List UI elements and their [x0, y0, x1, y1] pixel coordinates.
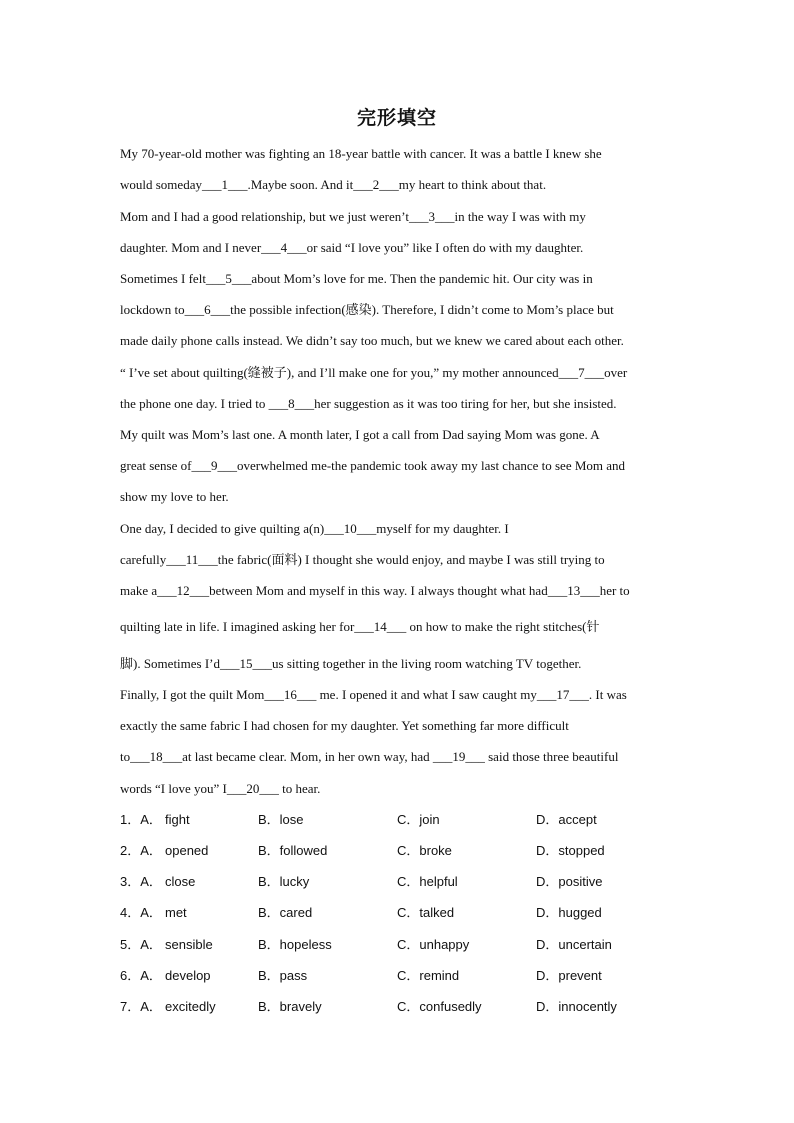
option-c: C．join	[397, 812, 440, 827]
option-b: B．lucky	[258, 874, 310, 889]
question-number: 1．A．	[120, 812, 162, 827]
option-b: B．hopeless	[258, 937, 332, 952]
option-d: D．uncertain	[536, 937, 612, 952]
passage-line: My 70-year-old mother was fighting an 18-year battle with cancer. It was a battle I knew she	[120, 146, 602, 161]
option-a: sensible	[165, 937, 213, 952]
option-d: D．stopped	[536, 843, 605, 858]
passage-line: made daily phone calls instead. We didn’t say too much, but we knew we cared about each other.	[120, 333, 624, 348]
passage-line: My quilt was Mom’s last one. A month later, I got a call from Dad saying Mom was gone. A	[120, 427, 600, 442]
option-b: B．pass	[258, 968, 308, 983]
passage-line: quilting late in life. I imagined asking her for___14___ on how to make the right stitches(针	[120, 619, 600, 634]
option-a: met	[165, 905, 187, 920]
option-c: C．helpful	[397, 874, 458, 889]
passage-line: exactly the same fabric I had chosen for my daughter. Yet something far more difficult	[120, 718, 569, 733]
passage-line: make a___12___between Mom and myself in this way. I always thought what had___13___her to	[120, 583, 630, 598]
passage-line: One day, I decided to give quilting a(n)___10___myself for my daughter. I	[120, 521, 509, 536]
option-d: D．innocently	[536, 999, 617, 1014]
question-number: 7．A．	[120, 999, 162, 1014]
option-a: develop	[165, 968, 211, 983]
option-c: C．talked	[397, 905, 455, 920]
passage-line: lockdown to___6___the possible infection(感染). Therefore, I didn’t come to Mom’s place but	[120, 302, 614, 317]
option-c: C．unhappy	[397, 937, 470, 952]
passage-line: the phone one day. I tried to ___8___her suggestion as it was too tiring for her, but she insisted.	[120, 396, 617, 411]
passage-line: Sometimes I felt___5___about Mom’s love for me. Then the pandemic hit. Our city was in	[120, 271, 593, 286]
option-d: D．positive	[536, 874, 603, 889]
passage-line: show my love to her.	[120, 489, 229, 504]
option-c: C．broke	[397, 843, 452, 858]
option-c: C．confusedly	[397, 999, 482, 1014]
passage-line: would someday___1___.Maybe soon. And it___2___my heart to think about that.	[120, 177, 547, 192]
option-d: D．prevent	[536, 968, 602, 983]
passage-line: daughter. Mom and I never___4___or said “I love you” like I often do with my daughter.	[120, 240, 584, 255]
option-a: fight	[165, 812, 190, 827]
option-d: D．accept	[536, 812, 597, 827]
question-number: 3．A．	[120, 874, 162, 889]
question-number: 4．A．	[120, 905, 162, 920]
question-number: 2．A．	[120, 843, 162, 858]
passage-line: Mom and I had a good relationship, but we just weren’t___3___in the way I was with my	[120, 209, 586, 224]
option-a: excitedly	[165, 999, 216, 1014]
option-a: opened	[165, 843, 209, 858]
option-d: D．hugged	[536, 905, 602, 920]
question-number: 6．A．	[120, 968, 162, 983]
passage-line: carefully___11___the fabric(面料) I thought she would enjoy, and maybe I was still trying to	[120, 552, 605, 567]
option-b: B．lose	[258, 812, 304, 827]
passage-line: Finally, I got the quilt Mom___16___ me. I opened it and what I saw caught my___17___. It was	[120, 687, 627, 702]
option-b: B．bravely	[258, 999, 322, 1014]
option-b: B．cared	[258, 905, 313, 920]
option-c: C．remind	[397, 968, 460, 983]
passage-line: 脚). Sometimes I’d___15___us sitting together in the living room watching TV together.	[120, 656, 582, 671]
option-a: close	[165, 874, 196, 889]
question-number: 5．A．	[120, 937, 162, 952]
passage-line: great sense of___9___overwhelmed me-the pandemic took away my last chance to see Mom and	[120, 458, 626, 473]
passage-line: words “I love you” I___20___ to hear.	[120, 781, 321, 796]
passage-line: to___18___at last became clear. Mom, in her own way, had ___19___ said those three beautiful	[120, 749, 619, 764]
page-title: 完形填空	[356, 107, 437, 129]
option-b: B．followed	[258, 843, 328, 858]
passage-line: “ I’ve set about quilting(缝被子), and I’ll make one for you,” my mother announced___7___over	[120, 365, 628, 380]
